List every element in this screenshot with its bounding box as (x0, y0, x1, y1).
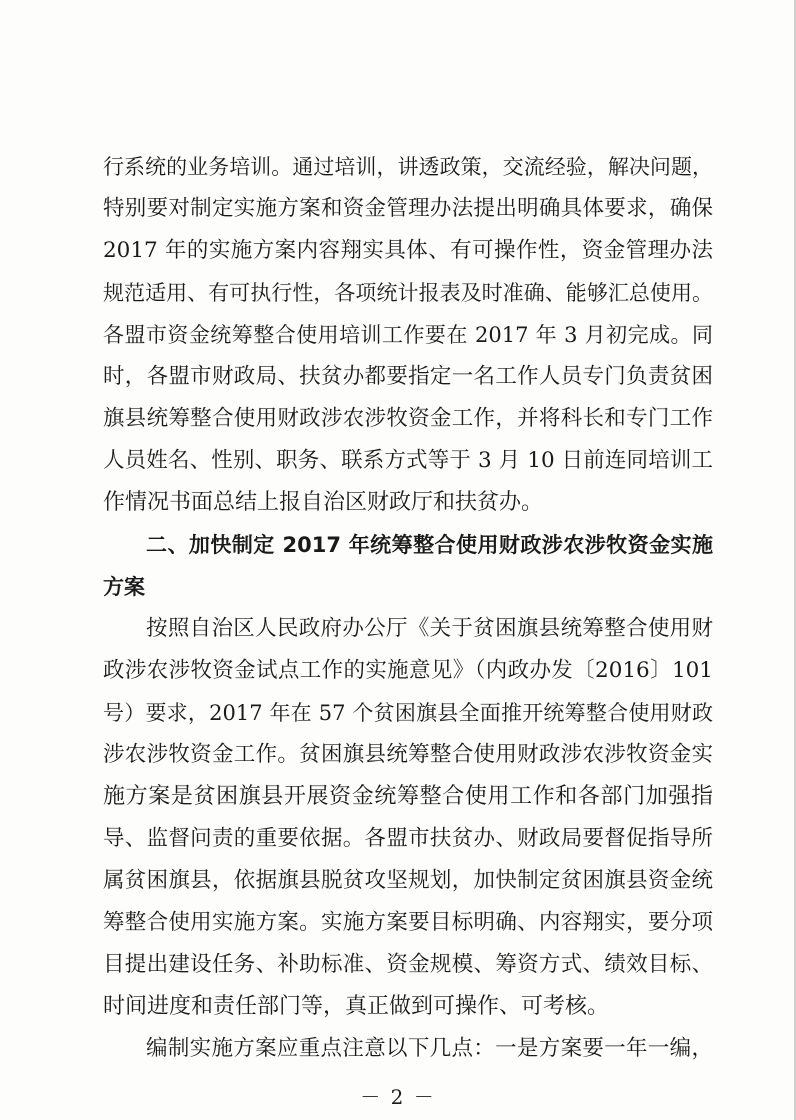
paragraph-line-10: 按照自治区人民政府办公厅《关于贫困旗县统筹整合使用财 (146, 616, 713, 641)
paragraph-line-12: 号）要求，2017 年在 57 个贫困旗县全面推开统筹整合使用财政 (103, 701, 713, 725)
section-heading: 二、加快制定 2017 年统筹整合使用财政涉农涉牧资金实施 (146, 533, 713, 557)
paragraph-line-18: 目提出建设任务、补助标准、资金规模、筹资方式、绩效目标、 (103, 952, 713, 977)
paragraph-line-11: 政涉农涉牧资金试点工作的实施意见》（内政办发〔2016〕101 (103, 658, 713, 683)
paragraph-line-17: 筹整合使用实施方案。实施方案要目标明确、内容翔实，要分项 (103, 910, 713, 935)
paragraph-line-8: 人员姓名、性别、职务、联系方式等于 3 月 10 日前连同培训工 (103, 448, 713, 473)
paragraph-line-6: 时，各盟市财政局、扶贫办都要指定一名工作人员专门负责贫困 (103, 364, 713, 389)
paragraph-line-5: 各盟市资金统筹整合使用培训工作要在 2017 年 3 月初完成。同 (103, 323, 713, 347)
paragraph-line-3: 2017 年的实施方案内容翔实具体、有可操作性，资金管理办法 (103, 238, 713, 263)
paragraph-line-19: 时间进度和责任部门等，真正做到可操作、可考核。 (103, 994, 610, 1019)
paragraph-line-1: 行系统的业务培训。通过培训，讲透政策，交流经验，解决问题， (103, 155, 713, 179)
paragraph-line-13: 涉农涉牧资金工作。贫困旗县统筹整合使用财政涉农涉牧资金实 (103, 742, 713, 767)
paragraph-line-9: 作情况书面总结上报自治区财政厅和扶贫办。 (103, 490, 544, 515)
paragraph-line-16: 属贫困旗县，依据旗县脱贫攻坚规划，加快制定贫困旗县资金统 (103, 868, 713, 893)
section-heading-continued: 方案 (103, 575, 145, 599)
paragraph-line-4: 规范适用、有可执行性，各项统计报表及时准确、能够汇总使用。 (103, 281, 713, 305)
paragraph-line-20: 编制实施方案应重点注意以下几点：一是方案要一年一编， (146, 1036, 713, 1061)
page-number: － 2 － (360, 1085, 436, 1109)
paragraph-line-15: 导、监督问责的重要依据。各盟市扶贫办、财政局要督促指导所 (103, 826, 713, 851)
paragraph-line-7: 旗县统筹整合使用财政涉农涉牧资金工作，并将科长和专门工作 (103, 406, 713, 431)
paragraph-line-14: 施方案是贫困旗县开展资金统筹整合使用工作和各部门加强指 (103, 784, 713, 809)
paragraph-line-2: 特别要对制定实施方案和资金管理办法提出明确具体要求，确保 (103, 196, 713, 221)
